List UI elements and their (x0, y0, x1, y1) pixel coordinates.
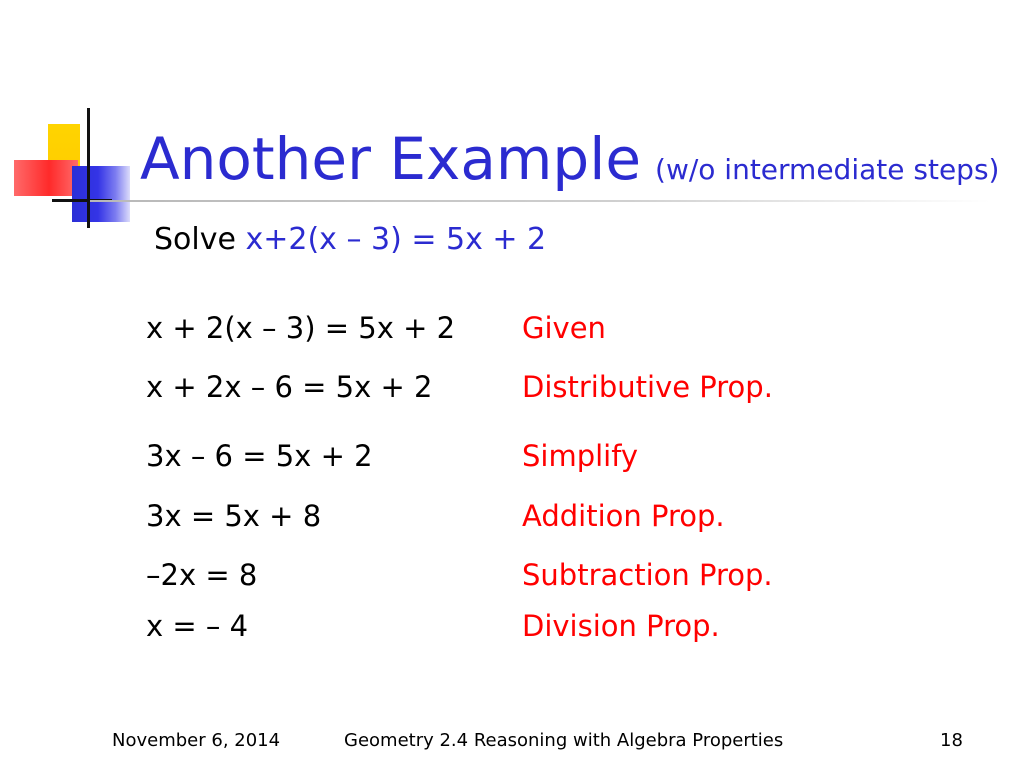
decor-red-square (14, 160, 78, 196)
decor-blue-square (72, 166, 130, 222)
step-statement: 3x – 6 = 5x + 2 (146, 439, 373, 473)
step-statement: x = – 4 (146, 609, 249, 643)
step-statement: x + 2x – 6 = 5x + 2 (146, 370, 433, 404)
step-reason: Division Prop. (522, 609, 720, 643)
step-reason: Addition Prop. (522, 499, 725, 533)
footer-course-title: Geometry 2.4 Reasoning with Algebra Properties (344, 730, 784, 751)
step-reason: Subtraction Prop. (522, 558, 773, 592)
footer-date: November 6, 2014 (112, 730, 281, 751)
title-underline (90, 200, 990, 202)
step-statement: –2x = 8 (146, 558, 258, 592)
step-reason: Given (522, 311, 606, 345)
slide-title (140, 124, 999, 194)
step-statement: 3x = 5x + 8 (146, 499, 322, 533)
footer-page-number: 18 (940, 730, 963, 751)
step-statement: x + 2(x – 3) = 5x + 2 (146, 311, 456, 345)
title-subtitle: (w/o intermediate steps) (655, 153, 1000, 186)
step-reason: Simplify (522, 439, 639, 473)
problem-statement (154, 222, 546, 257)
title-main: Another Example (140, 125, 642, 193)
decor-vertical-line (87, 108, 90, 228)
problem-label: Solve (154, 222, 236, 257)
problem-equation: x+2(x – 3) = 5x + 2 (245, 222, 547, 257)
step-reason: Distributive Prop. (522, 370, 773, 404)
